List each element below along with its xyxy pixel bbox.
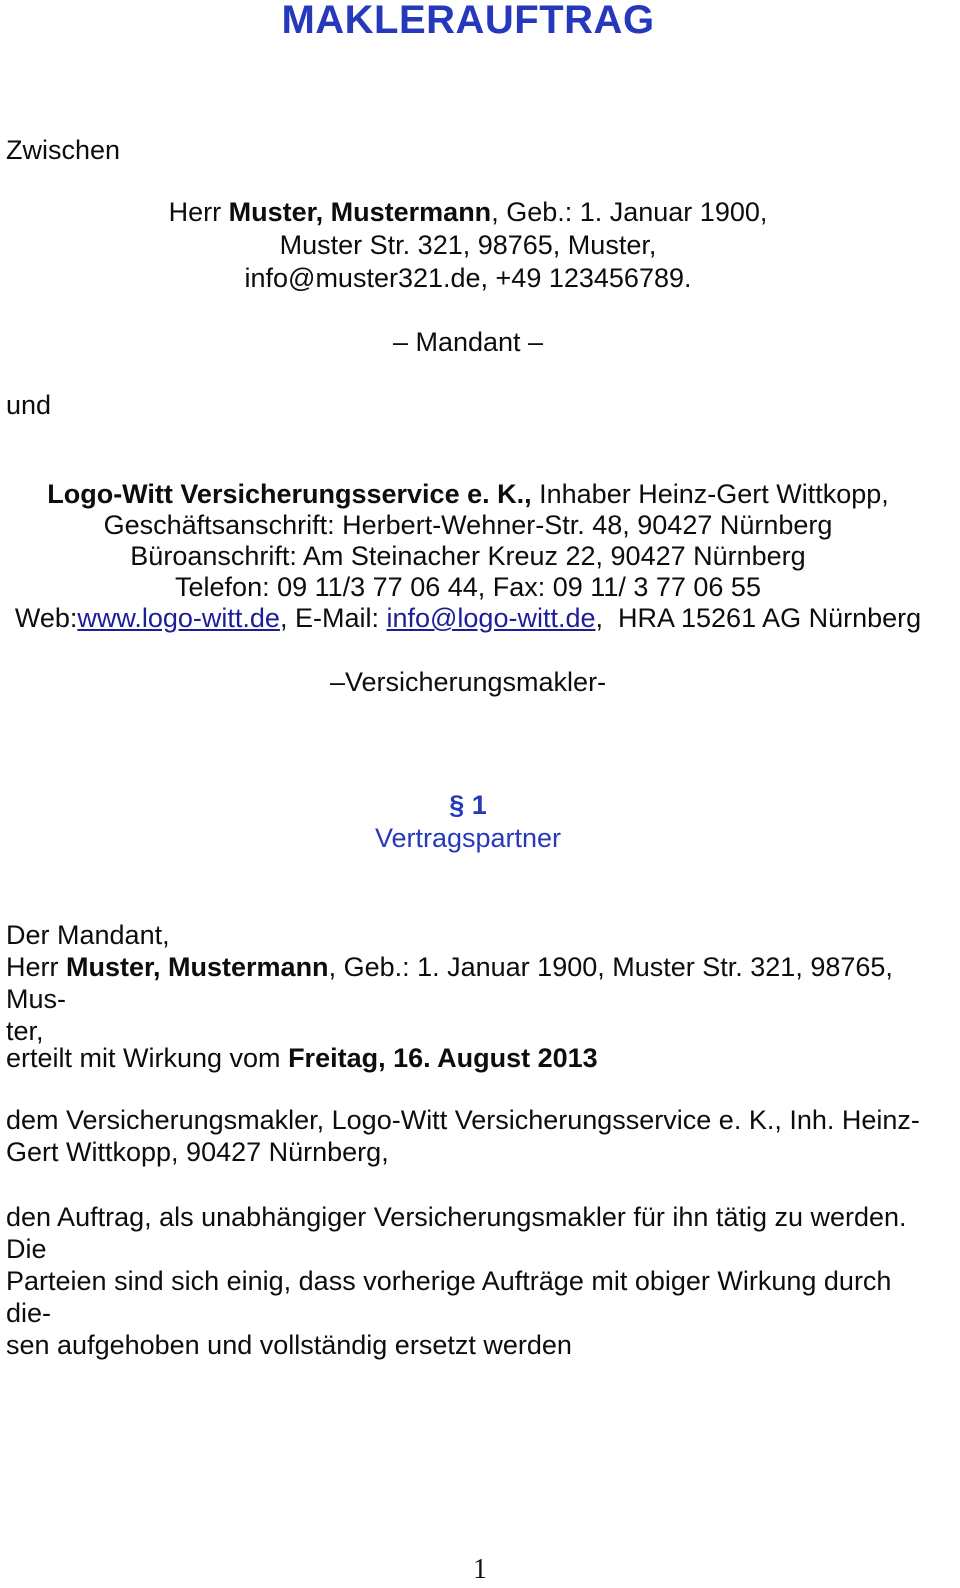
text-segment: Freitag, 16. August 2013 (288, 1043, 598, 1073)
web-link[interactable]: www.logo-witt.de (77, 603, 280, 633)
text-segment: Gert Wittkopp, 90427 Nürnberg, (6, 1137, 389, 1167)
text-line (6, 1201, 930, 1265)
party-intro-zwischen: Zwischen (6, 135, 121, 165)
text-line (6, 1104, 930, 1136)
text-segment: erteilt mit Wirkung vom (6, 1043, 289, 1073)
text-segment: , Geb.: 1. Januar 1900, Muster Str. 321, 98765, Mus- (6, 952, 893, 1014)
text-line (6, 572, 930, 603)
text-line (6, 603, 930, 634)
paragraph-effective-date (6, 1042, 930, 1074)
text-line (6, 541, 930, 572)
text-segment: Geschäftsanschrift: Herbert-Wehner-Str. 48, 90427 Nürnberg (103, 510, 833, 540)
section-number: § 1 (449, 790, 487, 820)
text-segment: Herr (168, 197, 229, 227)
paragraph-broker-details (6, 1104, 930, 1168)
email-link[interactable]: info@logo-witt.de (386, 603, 596, 633)
text-segment: den Auftrag, als unabhängiger Versicherungsmakler für ihn tätig zu werden. Die (6, 1202, 907, 1264)
makler-role-label: –Versicherungsmakler- (329, 667, 607, 697)
text-segment: Inhaber Heinz-Gert Wittkopp, (531, 479, 889, 509)
text-segment: Telefon: 09 11/3 77 06 44, Fax: 09 11/ 3 77 06 55 (175, 572, 761, 602)
text-segment: , Geb.: 1. Januar 1900, (491, 197, 768, 227)
text-segment: Logo-Witt Versicherungsservice e. K., (47, 479, 532, 509)
text-line (6, 196, 930, 229)
text-line (6, 919, 930, 951)
text-segment: Herr (6, 952, 66, 982)
text-segment: sen aufgehoben und vollständig ersetzt werden (6, 1330, 572, 1360)
text-line (6, 1329, 930, 1361)
text-line (6, 262, 930, 295)
text-segment: Der Mandant, (6, 920, 170, 950)
text-segment: Büroanschrift: Am Steinacher Kreuz 22, 90427 Nürnberg (130, 541, 806, 571)
text-segment: Parteien sind sich einig, dass vorherige Aufträge mit obiger Wirkung durch die- (6, 1266, 892, 1328)
paragraph-mandant-details (6, 919, 930, 1047)
party-intro-und: und (6, 390, 52, 420)
section-title: Vertragspartner (374, 823, 562, 853)
text-line (6, 951, 930, 1015)
text-segment: info@muster321.de, +49 123456789. (244, 263, 692, 293)
text-segment: Web: (14, 603, 78, 633)
mandant-role-label: – Mandant – (392, 327, 544, 357)
text-line (6, 479, 930, 510)
paragraph-order-text (6, 1201, 930, 1361)
broker-address-block (6, 479, 930, 634)
text-segment: Muster Str. 321, 98765, Muster, (279, 230, 657, 260)
text-segment: Muster, Mustermann (66, 952, 329, 982)
document-title: MAKLERAUFTRAG (281, 0, 655, 42)
text-line (6, 510, 930, 541)
text-segment: ter, (6, 1016, 44, 1046)
text-line (6, 229, 930, 262)
section-1-heading (6, 789, 930, 855)
page-number: 1 (473, 1554, 487, 1585)
text-segment: dem Versicherungsmakler, Logo-Witt Versicherungsservice e. K., Inh. Heinz- (6, 1105, 920, 1135)
text-line (6, 1042, 930, 1074)
text-segment: , E-Mail: (279, 603, 387, 633)
text-segment: , HRA 15261 AG Nürnberg (595, 603, 922, 633)
text-segment: Muster, Mustermann (228, 197, 492, 227)
text-line (6, 1136, 930, 1168)
text-line (6, 1265, 930, 1329)
client-address-block (6, 196, 930, 295)
